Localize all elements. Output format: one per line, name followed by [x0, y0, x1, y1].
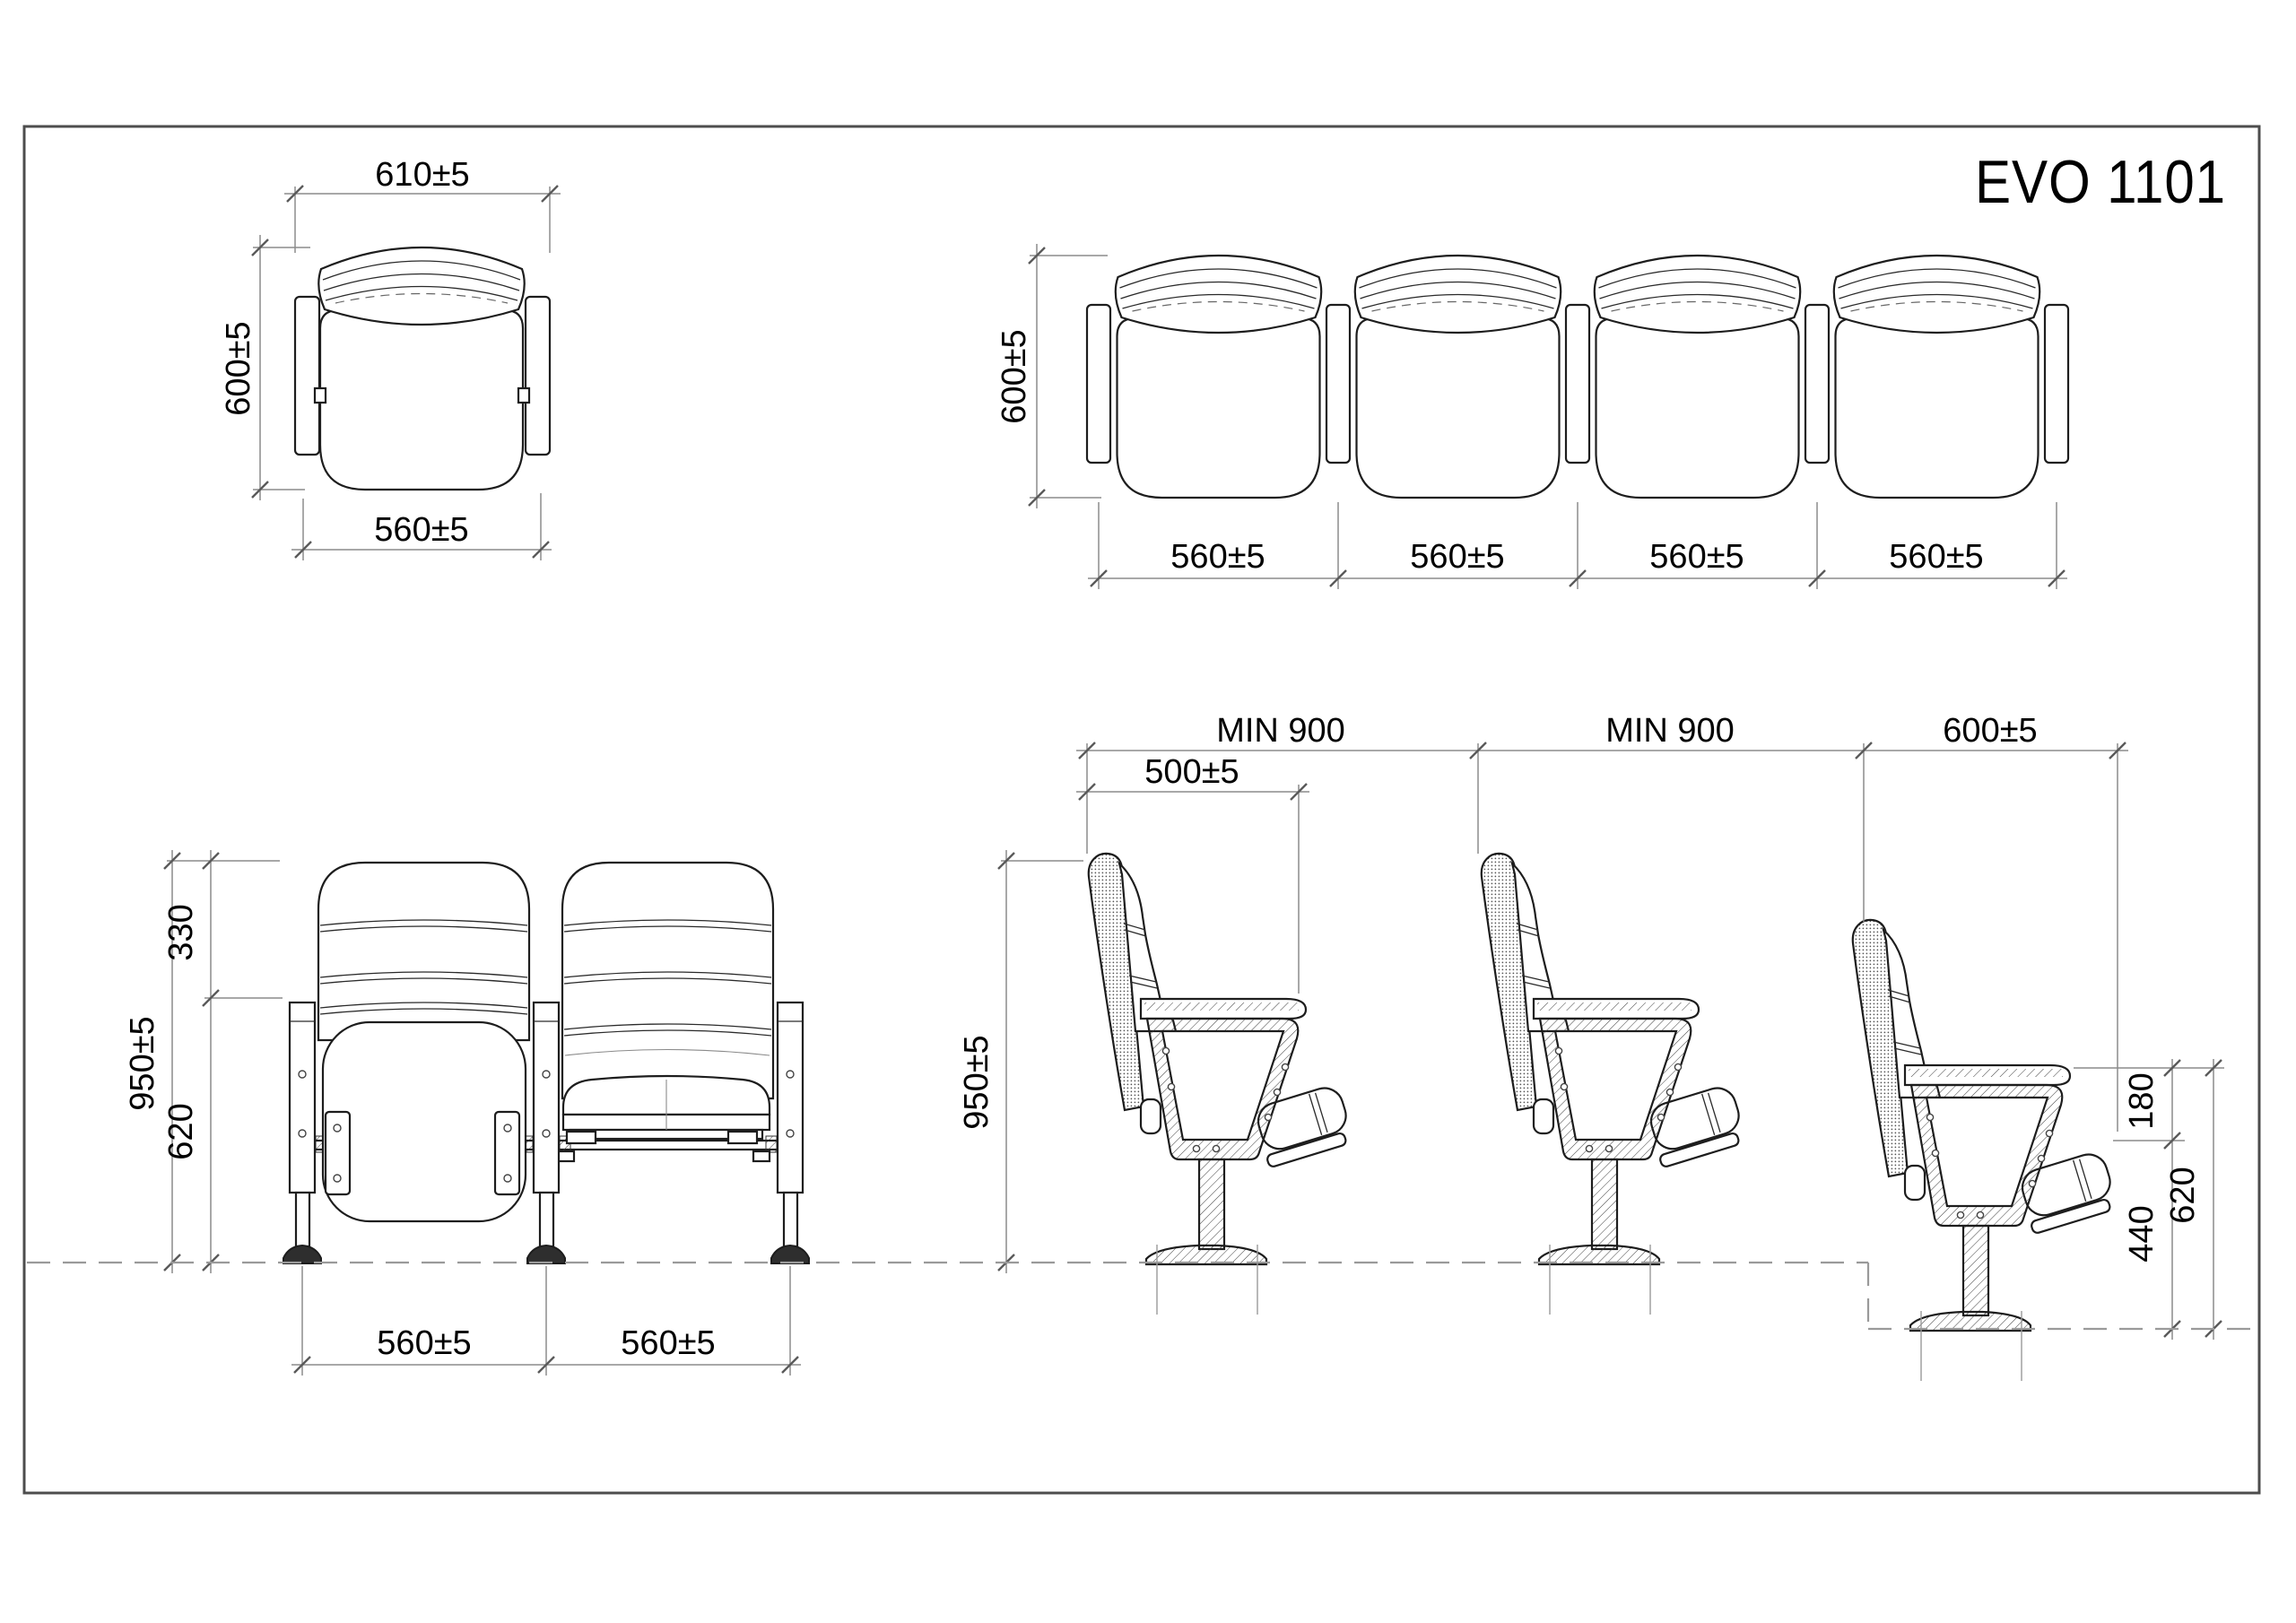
front-seat-bracket-right — [728, 1132, 757, 1143]
svg-text:440: 440 — [2123, 1205, 2161, 1263]
dim-front-backrest-and-armrest — [162, 850, 283, 1273]
front-seat-bracket-left — [567, 1132, 596, 1143]
row-seat-3 — [1595, 256, 1800, 498]
svg-text:MIN 900: MIN 900 — [1216, 712, 1345, 750]
top-view-seat-row — [996, 244, 2068, 589]
svg-text:MIN 900: MIN 900 — [1605, 712, 1735, 750]
side-view-chairs — [958, 712, 2224, 1381]
svg-text:620: 620 — [162, 1103, 200, 1160]
row-armrest-4 — [1805, 305, 1829, 463]
svg-text:620: 620 — [2164, 1167, 2202, 1224]
svg-text:600±5: 600±5 — [996, 329, 1033, 424]
row-armrest-3 — [1566, 305, 1589, 463]
side-chair-3 — [1853, 920, 2119, 1331]
svg-text:560±5: 560±5 — [1649, 538, 1744, 576]
armrest-right-top-view — [526, 297, 550, 455]
side-chair-1 — [1089, 854, 1355, 1264]
svg-text:950±5: 950±5 — [958, 1035, 996, 1130]
svg-text:560±5: 560±5 — [1889, 538, 1984, 576]
dim-front-seat-widths — [291, 1266, 801, 1376]
svg-text:560±5: 560±5 — [621, 1324, 716, 1362]
row-armrest-5 — [2045, 305, 2068, 463]
row-seat-2 — [1355, 256, 1561, 498]
seat-top-view — [318, 247, 524, 490]
dim-side-total-height — [958, 850, 1083, 1273]
svg-text:610±5: 610±5 — [375, 156, 470, 194]
svg-text:180: 180 — [2123, 1072, 2161, 1130]
drawing-title: EVO 1101 — [1975, 148, 2226, 216]
svg-text:330: 330 — [162, 904, 200, 961]
svg-text:950±5: 950±5 — [124, 1016, 161, 1111]
front-backrest-left — [318, 863, 529, 1040]
front-view-two-seats — [124, 850, 809, 1376]
seat-hinge-right — [518, 388, 529, 403]
seat-hinge-left — [315, 388, 326, 403]
side-chair-2 — [1482, 854, 1748, 1264]
svg-text:560±5: 560±5 — [1410, 538, 1505, 576]
svg-text:600±5: 600±5 — [220, 321, 257, 416]
dim-top-width-overall — [284, 156, 561, 253]
row-armrest-1 — [1087, 305, 1110, 463]
svg-text:600±5: 600±5 — [1943, 712, 2038, 750]
front-backrest-right — [562, 863, 773, 1098]
svg-text:560±5: 560±5 — [1170, 538, 1265, 576]
svg-text:500±5: 500±5 — [1144, 753, 1239, 791]
dim-row-seat-widths — [1088, 502, 2067, 589]
svg-text:560±5: 560±5 — [377, 1324, 472, 1362]
top-view-single-seat — [220, 156, 561, 560]
dim-front-total-height — [124, 850, 280, 1273]
dim-top-width-seat — [291, 493, 552, 560]
svg-text:560±5: 560±5 — [374, 511, 469, 549]
armrest-left-top-view — [295, 297, 319, 455]
row-armrest-2 — [1326, 305, 1350, 463]
row-seat-1 — [1116, 256, 1321, 498]
row-seat-4 — [1834, 256, 2039, 498]
